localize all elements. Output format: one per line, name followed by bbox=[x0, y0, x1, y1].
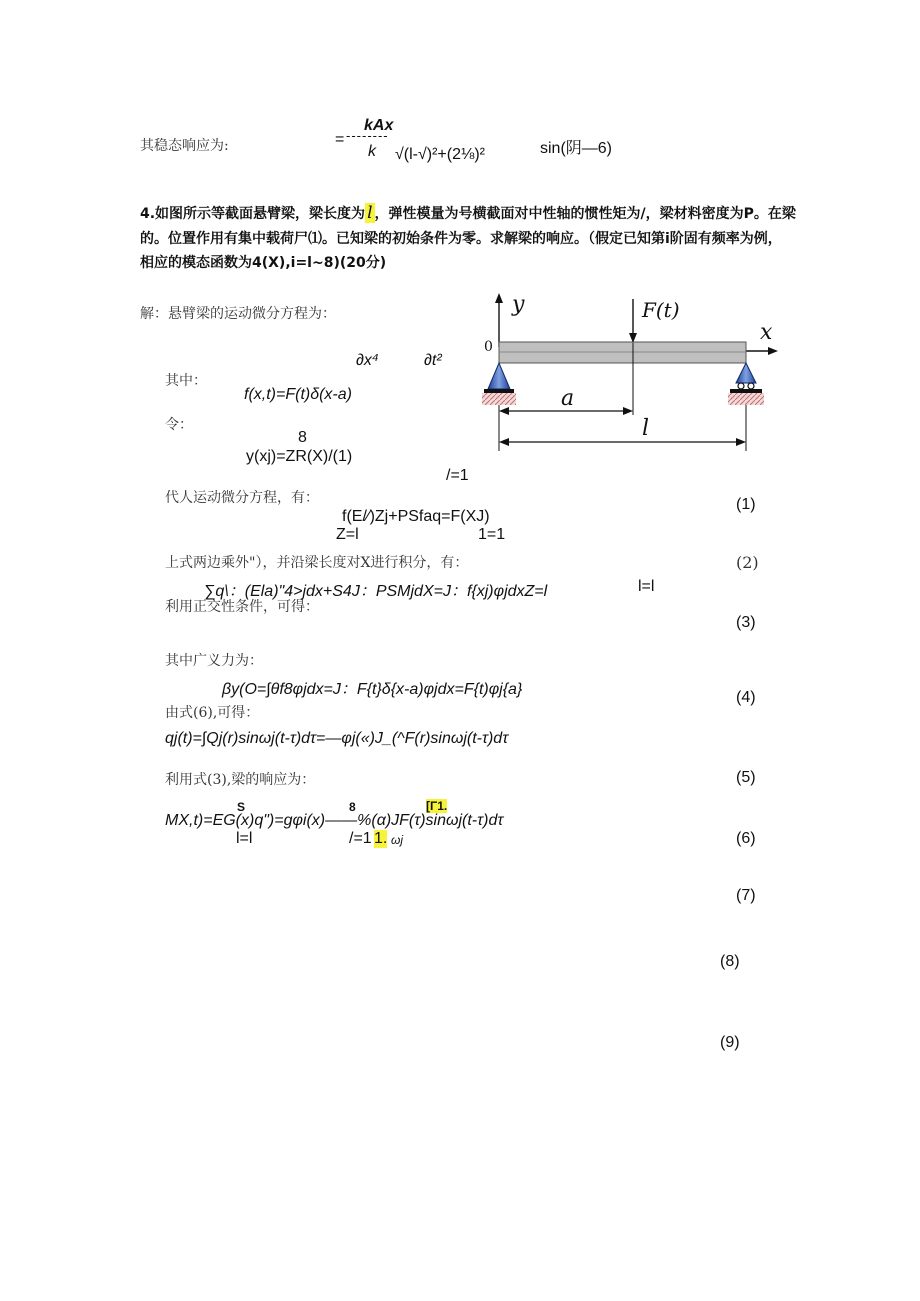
right-ground-hatch bbox=[728, 393, 764, 405]
eq-number-2: (2) bbox=[736, 553, 759, 572]
right-support-base bbox=[730, 389, 762, 393]
eq-number-5: (5) bbox=[736, 769, 756, 786]
let-label: 令： bbox=[165, 417, 193, 433]
generalized-force-equation: βy(O=∫θf8φjdx=J：F{t}δ{x-a)φjdx=F{t)φj{a} bbox=[222, 681, 523, 698]
duhamel-equation: qj(t)=∫Qj(r)sinωj(t-τ)dτ=—φj(«)J_(^F(r)sinωj(t-τ)dτ bbox=[165, 730, 509, 747]
problem-line-2: 的。位置作用有集中载荷尸⑴。已知梁的初始条件为零。求解梁的响应。（假定已知第i阶固有频率为例， bbox=[140, 231, 782, 247]
left-ground-hatch bbox=[482, 393, 516, 405]
eq-number-9: (9) bbox=[720, 1034, 740, 1051]
substituted-equation-right-limit: 1=1 bbox=[478, 526, 506, 543]
eq-number-1: (1) bbox=[736, 496, 756, 513]
sum-upper-limit: 8 bbox=[298, 429, 307, 446]
y-axis-arrowhead bbox=[495, 293, 503, 303]
steady-numerator: kAx bbox=[364, 117, 394, 134]
dimension-a-right-arrow bbox=[623, 407, 633, 415]
steady-fraction-dashes: -------- bbox=[346, 128, 389, 143]
force-label: F(t) bbox=[642, 298, 680, 322]
problem-line-1-a: 4.如图所示等截面悬臂梁，梁长度为 bbox=[140, 206, 366, 222]
origin-label: 0 bbox=[484, 339, 493, 355]
response-S-upper: S bbox=[237, 800, 246, 814]
partial-x4: ∂x⁴ bbox=[356, 352, 379, 369]
right-support-triangle bbox=[736, 363, 756, 383]
response-mid-limit: /=1 bbox=[349, 830, 372, 847]
steady-equals: = bbox=[335, 131, 345, 148]
steady-denominator-root: √(l-√)²+(2⅛)² bbox=[395, 146, 485, 163]
response-equation: MX,t)=EG(x)q")=gφi(x)——%(α)JF(τ)sinωj(t-τ)dτ bbox=[165, 812, 504, 829]
modal-expansion: y(xj)=ZR(X)/(1) bbox=[246, 448, 353, 465]
substituted-equation: f(E/∕)Zj+PSfaq=F(XJ) bbox=[342, 508, 490, 525]
x-axis-label: x bbox=[760, 320, 773, 345]
x-axis-arrowhead bbox=[768, 347, 778, 355]
response-left-limit: l=l bbox=[236, 830, 253, 847]
eq-number-3: (3) bbox=[736, 614, 756, 631]
y-axis-label: y bbox=[512, 292, 525, 317]
problem-length-symbol: l bbox=[367, 203, 373, 223]
force-definition: f(x,t)=F(t)δ(x-a) bbox=[244, 386, 352, 403]
substitute-label: 代人运动微分方程，有： bbox=[165, 490, 319, 506]
eq-number-7: (7) bbox=[736, 887, 756, 904]
left-support-base bbox=[484, 389, 514, 393]
generalized-force-label: 其中广义力为： bbox=[165, 653, 263, 669]
steady-label: 其稳态响应为: bbox=[140, 138, 229, 154]
right-roller-1 bbox=[738, 383, 744, 389]
beam bbox=[499, 342, 746, 363]
eq-number-4: (4) bbox=[736, 689, 756, 706]
problem-line-1 bbox=[140, 203, 796, 223]
response-8-upper: 8 bbox=[349, 800, 356, 814]
steady-sin-term: sin(阴—6) bbox=[540, 140, 613, 157]
solution-intro: 解：悬臂梁的运动微分方程为： bbox=[140, 306, 336, 322]
problem-line-1-b: ，弹性模量为号横截面对中性轴的惯性矩为/，梁材料密度为P。在梁 bbox=[374, 206, 796, 222]
response-omega: ωj bbox=[391, 833, 404, 847]
partial-t2: ∂t² bbox=[424, 352, 442, 369]
integrated-equation-right-limit: l=l bbox=[638, 578, 655, 595]
where-label: 其中： bbox=[165, 373, 207, 389]
from-eq6-label: 由式(6),可得： bbox=[165, 705, 260, 721]
substituted-equation-left-limit: Z=l bbox=[336, 526, 359, 543]
multiply-label: 上式两边乘外"），并沿梁长度对X进行积分，有： bbox=[165, 555, 469, 571]
dimension-l-left-arrow bbox=[499, 438, 509, 446]
left-support-triangle bbox=[488, 363, 510, 389]
dimension-a-left-arrow bbox=[499, 407, 509, 415]
sum-lower-limit: /=1 bbox=[446, 467, 469, 484]
orthogonality-label: 利用正交性条件，可得： bbox=[165, 599, 319, 615]
response-highlight: 1. bbox=[374, 830, 388, 847]
beam-figure bbox=[470, 285, 790, 465]
eq-number-6: (6) bbox=[736, 830, 756, 847]
use-eq3-label: 利用式(3),梁的响应为： bbox=[165, 772, 316, 788]
right-roller-2 bbox=[748, 383, 754, 389]
dimension-a-label: a bbox=[561, 386, 575, 411]
eq-number-8: (8) bbox=[720, 953, 740, 970]
dimension-l-right-arrow bbox=[736, 438, 746, 446]
response-gamma-upper: [Γ1. bbox=[426, 799, 448, 813]
steady-denominator-k: k bbox=[368, 143, 376, 160]
problem-line-3: 相应的模态函数为4(X),i=l~8)(20分) bbox=[140, 255, 387, 271]
dimension-l-label: l bbox=[642, 416, 650, 441]
integrated-equation: ∑q\：(Ela)"4>jdx+S4J：PSMjdX=J：f{xj)φjdxZ=l bbox=[204, 583, 548, 600]
